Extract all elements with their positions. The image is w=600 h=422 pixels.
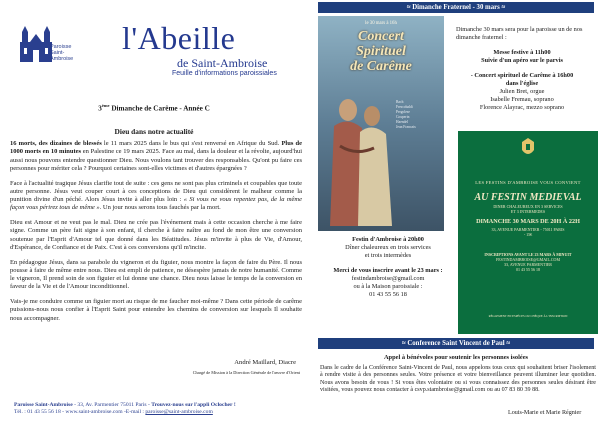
article-text: Face à l'actualité tragique Jésus clarifie tout de suite : ces gens ne sont pas plus criminels et coupables que toute autre personne. Jésus veut couper court à ces conceptions de Dieu qui considèrent le malheur comme la punition divine d'un péché. Alors Jésus invite à aller plus loin : [10,179,302,203]
logo-label-line1: Paroisse [50,44,72,50]
article-signature: André Maillard, Diacre [234,359,296,366]
festin-or: ou à la Maison paroissiale : [353,283,423,290]
article-signature-role: Chargé de Mission à la Direction Générale de l'œuvre d'Orient [192,370,300,375]
newsletter-subtitle: de Saint-Ambroise [177,56,268,70]
poster-title [318,29,444,74]
poster-composer: Jean Francaix [396,125,416,129]
poster-title-line: Concert [358,29,404,44]
footer-parish: Paroisse Saint-Ambroise [14,402,73,408]
article-paragraph: Vais-je me conduire comme un figuier mort au risque de me faucher moi-même ? Dans cette période de carême puissions-nous nous confier à l'Esprit Saint pour entendre les chemins de conversion sur lesquels Il souhaite nous accompagner. [10,298,302,322]
article-emphasis: 16 morts, des dizaines de blessés [10,140,102,147]
festin-phone: 01 43 55 56 18 [369,291,407,298]
festin-info [318,236,458,299]
footer-app-promo: Trouvez-nous sur l'appli Oclocher ! [151,402,236,408]
medieval-invite: LES FESTINS D'AMBROISE VOUS CONVIENT [475,180,581,185]
medieval-note: RÈGLEMENT EN ESPÈCES OU CHÈQUE À L'INSCRIPTION [488,314,568,318]
fraternel-program [446,26,598,112]
festin-email-link[interactable]: festindambroise@gmail.com [351,275,425,282]
article-emphasis: Plus de 1000 morts en 10 minutes [10,140,303,156]
messe-line: Messe festive à 11h00 [493,49,551,56]
performer: Isabelle Fremau, soprano [490,96,554,103]
apero-line: Suivie d'un apéro sur le parvis [481,57,563,64]
medieval-address-line: 33, AVENUE PARMENTIER - 75011 PARIS [491,227,565,232]
article-text: en Palestine ce 19 mars 2025. Face au mal, dans la douleur et la révolte, aujourd'hui aussi nous pouvons entendre questionner Dieu. Nous voulons tant trouver des responsables. Qu'ont pu faire ces personnes pour mériter cela ? Pourquoi certaines sont-elles victimes et d'autres épargnées ? [10,148,302,172]
festin-desc: et trois intermèdes [364,252,412,259]
volunteer-appeal-text: Dans le cadre de la Conférence Saint-Vincent de Paul, nous appelons tous ceux qui souhaitent briser l'isolement à rendre visite à des personnes seules. Votre présence et votre bienveillance peuvent illuminer leur quotidien. Nous avons besoin de vous ! Si vous êtes volontaire ou si vous connaissez des personnes seules désirant être visitées, vous pouvez nous contacter à csvp.stambroise@gmail.com ou au 07 83 80 39 88. [320,365,596,394]
poster-composer: Frescobaldi [396,105,413,109]
festin-desc: Dîner chaleureux en trois services [345,244,431,251]
week-ordinal: 3 [98,104,102,113]
medieval-desc-line: ET 3 INTERMEDES [510,209,546,214]
medieval-desc [458,204,598,214]
logo-label [50,44,80,62]
footer-email-link[interactable]: paroisse@saint-ambroise.com [145,409,213,415]
saint-vincent-banner: ≈ Conference Saint Vincent de Paul ≈ [318,338,594,349]
poster-composer: Couperin [396,115,410,119]
week-title [0,103,308,112]
performer: Julien Bret, orgue [499,88,545,95]
medieval-inscriptions [458,252,598,272]
footer-address: - 33, Av. Parmentier 75011 Paris - [72,402,152,408]
concert-poster [318,16,444,231]
article-title: Dieu dans notre actualité [114,127,194,136]
medieval-insc-phone: 01 43 55 56 18 [516,267,540,272]
poster-title-line: Spirituel [356,44,406,59]
poster-composer: Bach [396,100,404,104]
week-label: Dimanche de Carême - Année C [109,104,210,113]
medieval-insc-line: 33, AVENUE PARMENTIER [504,262,552,267]
article-paragraph [10,140,302,173]
praying-figures-illustration [326,86,396,226]
medieval-desc-line: DINER CHALEUREUX EN 3 SERVICES [493,204,563,209]
newsletter-title: l'Abeille [122,20,236,56]
crest-icon [521,138,535,158]
article-body [10,140,302,329]
poster-composers [396,100,440,130]
volunteer-appeal-signature: Louis-Marie et Marie Régnier [508,410,582,416]
medieval-price: - 15€ [523,232,533,237]
medieval-address [458,227,598,237]
concert-place: dans l'église [505,80,539,87]
dimanche-fraternel-banner: ≈ Dimanche Fraternel - 30 mars ≈ [318,2,594,13]
poster-title-line: de Carême [350,59,412,74]
article-paragraph: Dieu est Amour et ne veut pas le mal. Dieu ne crée pas l'événement mais à cette occasion cherche à me faire signe. Comme un père fait signe à son enfant, il cherche à faire naître au fond de mon être une conversion soutenue par l'Esprit d'Amour tel que donné dans les Béatitudes. Jésus m'invite à plus de Vie, d'Amour, d'Espérance, de Confiance et de Paix. C'est à ces conversions qu'il m'incite. [10,219,302,251]
article-quote: « Si vous ne vous repentez pas, de la même façon vous périrez tous de même » [10,196,302,212]
poster-composer: Pergolese [396,110,410,114]
poster-date: le 30 mars à 16h [365,21,397,26]
medieval-date: DIMANCHE 30 MARS DE 20H À 22H [476,218,580,225]
article-paragraph: En pédagogue Jésus, dans sa parabole du vigneron et du figuier, nous montre la façon de faire du Père. Il nous pousse à faire de même entre nous. Dieu est empli de patience, ne désespère jamais de notre humanité. Comme le vigneron, Il prend soin de son figuier et lui donne une chance. Dieu nous laisse le temps de la conversion en faveur de la Vie et de l'Amour inconditionnel. [10,258,302,291]
footer-contact: Tél. : 01 43 55 56 18 - www.saint-ambroise.com -E-mail : [14,409,146,415]
article-text: le 11 mars 2025 dans le bus qui s'est renversé en Afrique du Sud. [101,140,282,147]
festin-title: Festin d'Ambroise à 20h00 [352,236,424,243]
logo-label-line2: Saint-Ambroise [50,50,74,62]
newsletter-tagline: Feuille d'informations paroissiales [172,70,277,77]
week-ordinal-suffix: ème [101,103,110,108]
medieval-feast-poster [458,131,598,334]
medieval-title: AU FESTIN MEDIEVAL [474,192,582,203]
article-paragraph [10,180,302,213]
performer: Florence Alayrac, mezzo soprano [479,104,565,111]
concert-line: - Concert spirituel de Carême à 16h00 [470,72,574,79]
page-footer [14,402,236,416]
medieval-insc-email: FESTINDAMBROISE@GMAIL.COM [495,257,561,262]
poster-composer: Haendel [396,120,408,124]
parish-logo [10,22,80,72]
medieval-insc-line: INSCRIPTIONS AVANT LE 23 MARS À MINUIT [484,252,572,257]
fraternel-intro: Dimanche 30 mars sera pour la paroisse un de nos dimanche fraternel : [456,26,583,41]
volunteer-appeal-title: Appel à bénévoles pour soutenir les personnes isolées [383,354,529,361]
article-text: . Un jour nous serons tous fauchés par la mort. [99,204,221,212]
festin-register-note: Merci de vous inscrire avant le 23 mars : [333,267,443,274]
